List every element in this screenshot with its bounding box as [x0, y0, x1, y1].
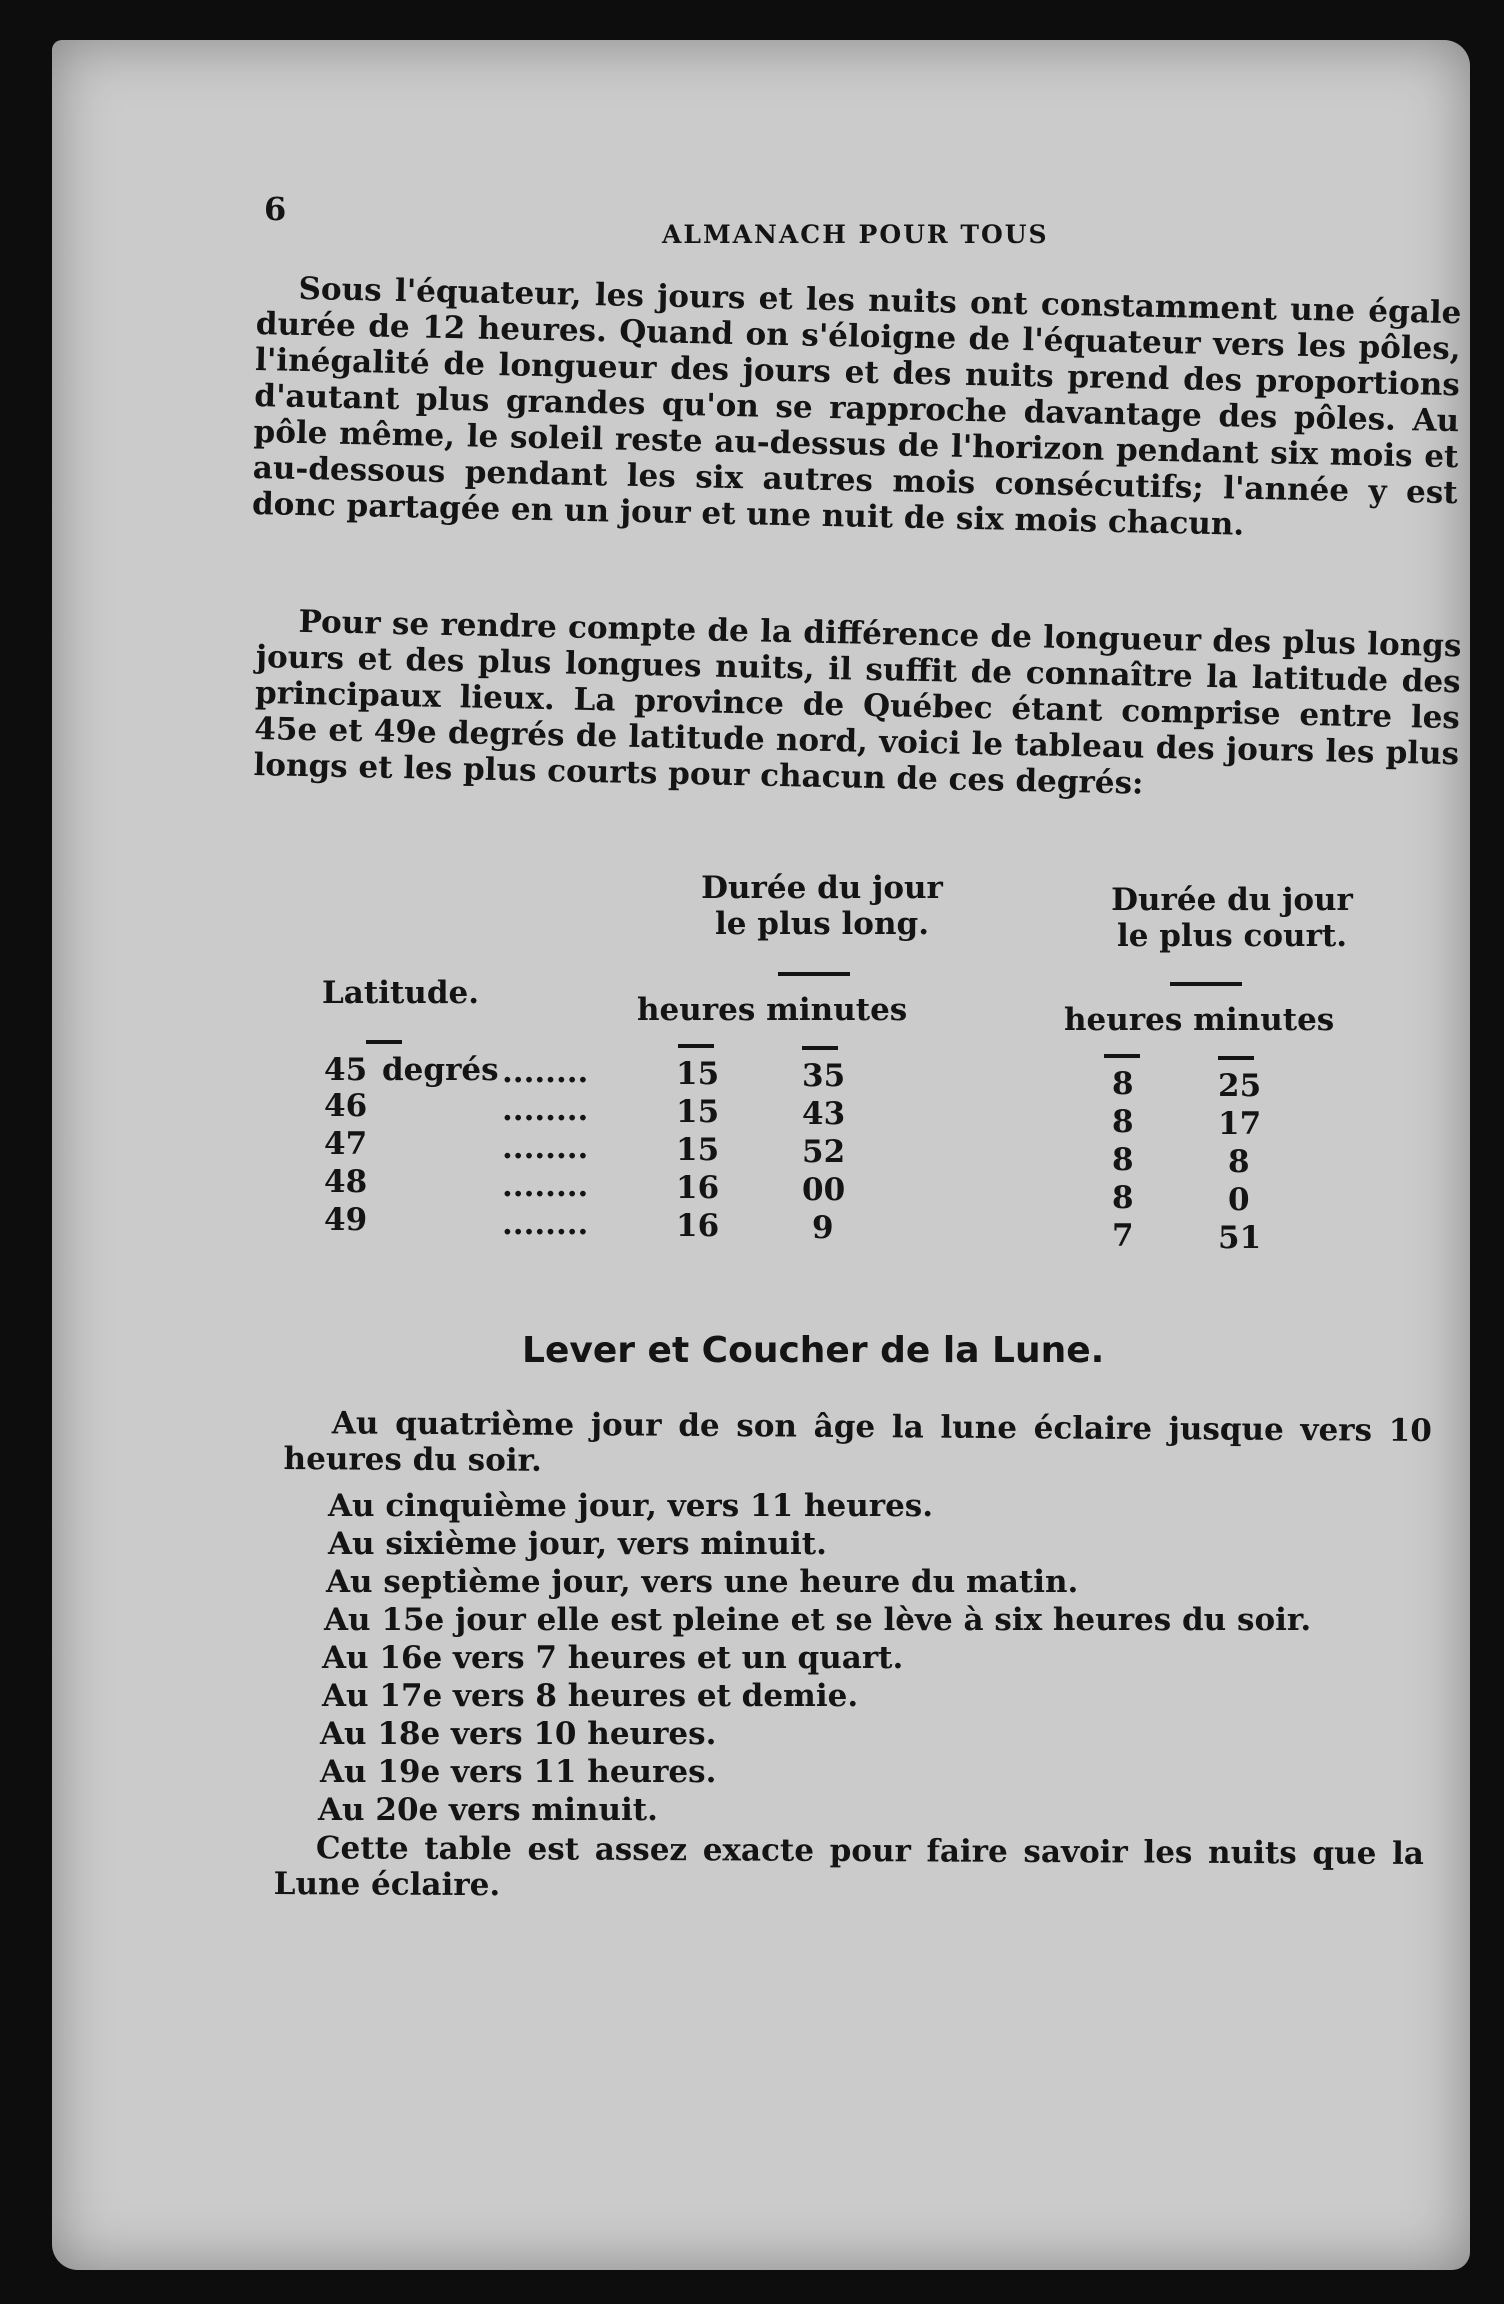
- running-title: ALMANACH POUR TOUS: [662, 220, 1049, 249]
- header-long-day: [692, 870, 952, 942]
- header-rule-long: [778, 972, 850, 976]
- short-hours-cell: 8: [1112, 1180, 1134, 1216]
- moon-line: Au 18e vers 10 heures.: [320, 1716, 717, 1752]
- moon-line: Au 19e vers 11 heures.: [320, 1754, 717, 1790]
- col-rule-short-h: [1104, 1054, 1140, 1058]
- long-minutes-cell: 00: [802, 1172, 846, 1208]
- header-long-day-line1: Durée du jour: [701, 870, 943, 906]
- short-minutes-cell: 25: [1218, 1068, 1262, 1104]
- section-title-moon: Lever et Coucher de la Lune.: [522, 1330, 1105, 1371]
- moon-closing: Cette table est assez exacte pour faire savoir les nuits que la Lune éclaire.: [273, 1830, 1424, 1904]
- lat-cell: 46: [324, 1088, 368, 1124]
- moon-line: Au 20e vers minuit.: [318, 1792, 658, 1828]
- header-short-day: [1102, 882, 1362, 954]
- long-hours-cell: 15: [676, 1094, 720, 1130]
- page-number: 6: [264, 190, 287, 228]
- moon-line: Au cinquième jour, vers 11 heures.: [328, 1488, 934, 1524]
- short-minutes-cell: 17: [1218, 1106, 1262, 1142]
- degree-word: degrés: [382, 1052, 499, 1088]
- short-hours-cell: 7: [1112, 1218, 1134, 1254]
- short-minutes-cell: 51: [1218, 1220, 1262, 1256]
- leader-dots: ........: [502, 1092, 589, 1128]
- moon-line: Au 16e vers 7 heures et un quart.: [322, 1640, 904, 1676]
- long-hours-cell: 16: [676, 1170, 720, 1206]
- long-minutes-cell: 52: [802, 1134, 846, 1170]
- leader-dots: ........: [502, 1206, 589, 1242]
- short-hours-cell: 8: [1112, 1104, 1134, 1140]
- header-short-day-line2: le plus court.: [1116, 918, 1348, 954]
- col-rule-long-h: [678, 1044, 714, 1048]
- header-units-short: heures minutes: [1064, 1002, 1335, 1038]
- moon-intro: Au quatrième jour de son âge la lune éclaire jusque vers 10 heures du soir.: [283, 1405, 1432, 1479]
- leader-dots: ........: [502, 1054, 589, 1090]
- header-rule-short: [1170, 982, 1242, 986]
- paragraph-latitude: Pour se rendre compte de la différence de longueur des plus longs jours et des plus longues nuits, il suffit de connaître la latitude des principaux lieux. La province de Québec étant comprise entre les 45e et 49e degrés de latitude nord, voici le tableau des jours les plus longs et les plus courts pour chacun de ces degrés:: [253, 603, 1462, 802]
- moon-line: Au 15e jour elle est pleine et se lève à six heures du soir.: [324, 1602, 1312, 1638]
- long-hours-cell: 15: [676, 1132, 720, 1168]
- leader-dots: ........: [502, 1168, 589, 1204]
- long-hours-cell: 16: [676, 1208, 720, 1244]
- short-minutes-cell: 8: [1228, 1144, 1250, 1180]
- col-rule-lat: [366, 1040, 402, 1044]
- col-rule-short-m: [1218, 1056, 1254, 1060]
- lat-cell: 49: [324, 1202, 368, 1238]
- long-minutes-cell: 43: [802, 1096, 846, 1132]
- header-units-long: heures minutes: [637, 992, 908, 1028]
- lat-cell: 47: [324, 1126, 368, 1162]
- moon-line: Au sixième jour, vers minuit.: [328, 1526, 827, 1562]
- header-short-day-line1: Durée du jour: [1111, 882, 1353, 918]
- long-hours-cell: 15: [676, 1056, 720, 1092]
- col-rule-long-m: [802, 1046, 838, 1050]
- header-long-day-line2: le plus long.: [715, 906, 929, 942]
- leader-dots: ........: [502, 1130, 589, 1166]
- lat-cell: 48: [324, 1164, 368, 1200]
- short-minutes-cell: 0: [1228, 1182, 1250, 1218]
- long-minutes-cell: 9: [812, 1210, 834, 1246]
- long-minutes-cell: 35: [802, 1058, 846, 1094]
- page: [52, 40, 1470, 2270]
- short-hours-cell: 8: [1112, 1066, 1134, 1102]
- short-hours-cell: 8: [1112, 1142, 1134, 1178]
- header-latitude: Latitude.: [322, 975, 480, 1011]
- lat-cell: 45: [324, 1052, 368, 1088]
- moon-line: Au 17e vers 8 heures et demie.: [322, 1678, 859, 1714]
- paragraph-equator: Sous l'équateur, les jours et les nuits ont constamment une égale durée de 12 heures. Quand on s'éloigne de l'équateur vers les pôles, l'inégalité de longueur des jours et des nuits prend des proportions d'autant plus grandes qu'on se rapproche davantage des pôles. Au pôle même, le soleil reste au-dessus de l'horizon pendant six mois et au-dessous pendant les six autres mois consécutifs; l'année y est donc partagée en un jour et une nuit de six mois chacun.: [251, 270, 1462, 543]
- moon-line: Au septième jour, vers une heure du matin.: [326, 1564, 1079, 1600]
